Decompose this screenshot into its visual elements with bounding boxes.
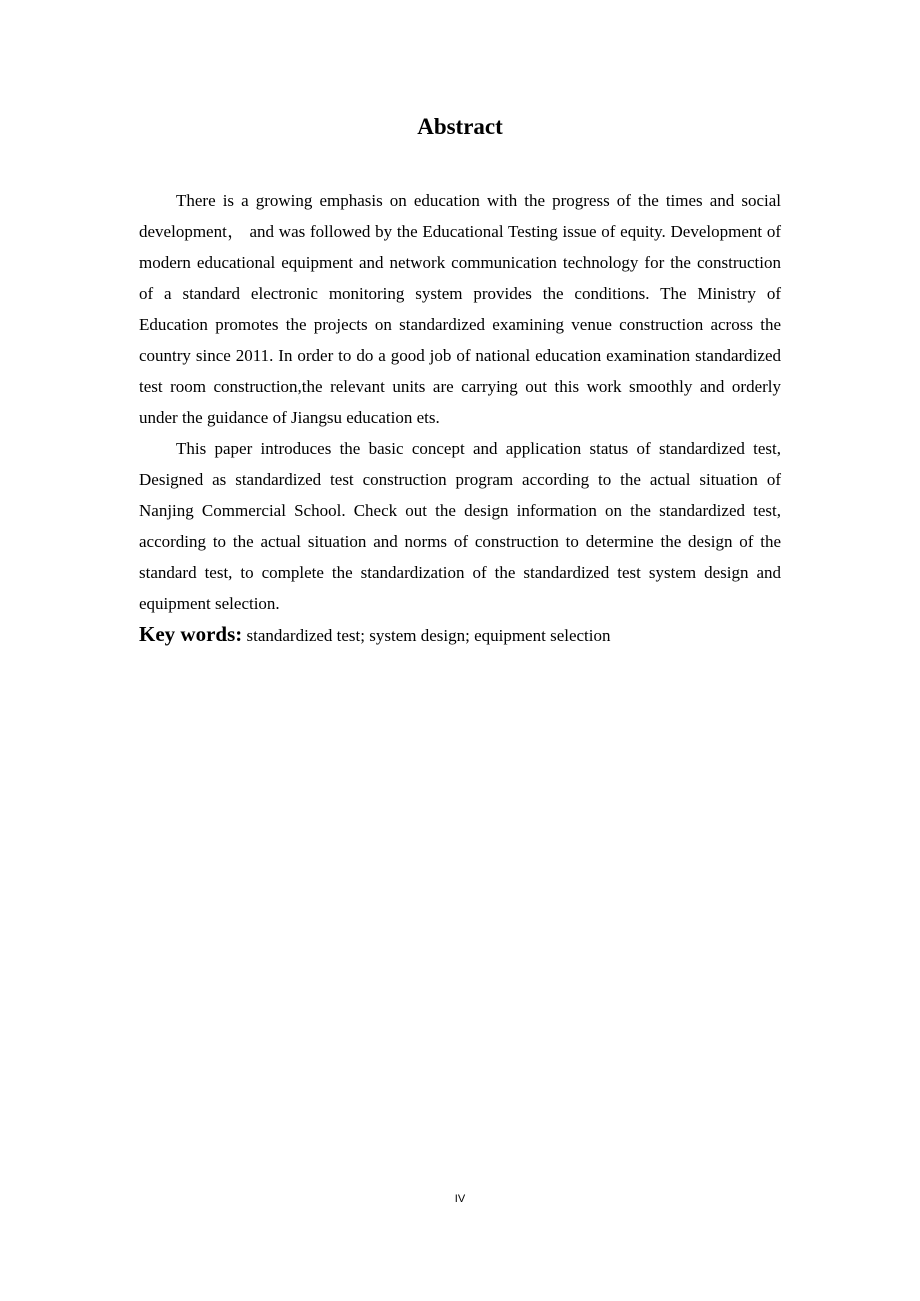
keywords-text: standardized test; system design; equipment selection — [246, 626, 611, 645]
abstract-body — [139, 185, 781, 651]
keywords-line — [139, 619, 781, 651]
abstract-title: Abstract — [417, 114, 503, 139]
page-number: IV — [454, 1193, 466, 1205]
keywords-label: Key words: — [139, 622, 243, 646]
abstract-paragraph-2: This paper introduces the basic concept and application status of standardized test, Designed as standardized test construction program according to the actual situation of Nanjing Commercial School. Check out the design information on the standardized test, according to the actual situation and norms of construction to determine the design of the standard test, to complete the standardization of the standardized test system design and equipment selection. — [139, 439, 781, 613]
abstract-paragraph-1: There is a growing emphasis on education with the progress of the times and social development， and was followed by the Educational Testing issue of equity. Development of modern educational equipment and network communication technology for the construction of a standard electronic monitoring system provides the conditions. The Ministry of Education promotes the projects on standardized examining venue construction across the country since 2011. In order to do a good job of national education examination standardized test room construction,the relevant units are carrying out this work smoothly and orderly under the guidance of Jiangsu education ets. — [139, 191, 781, 427]
